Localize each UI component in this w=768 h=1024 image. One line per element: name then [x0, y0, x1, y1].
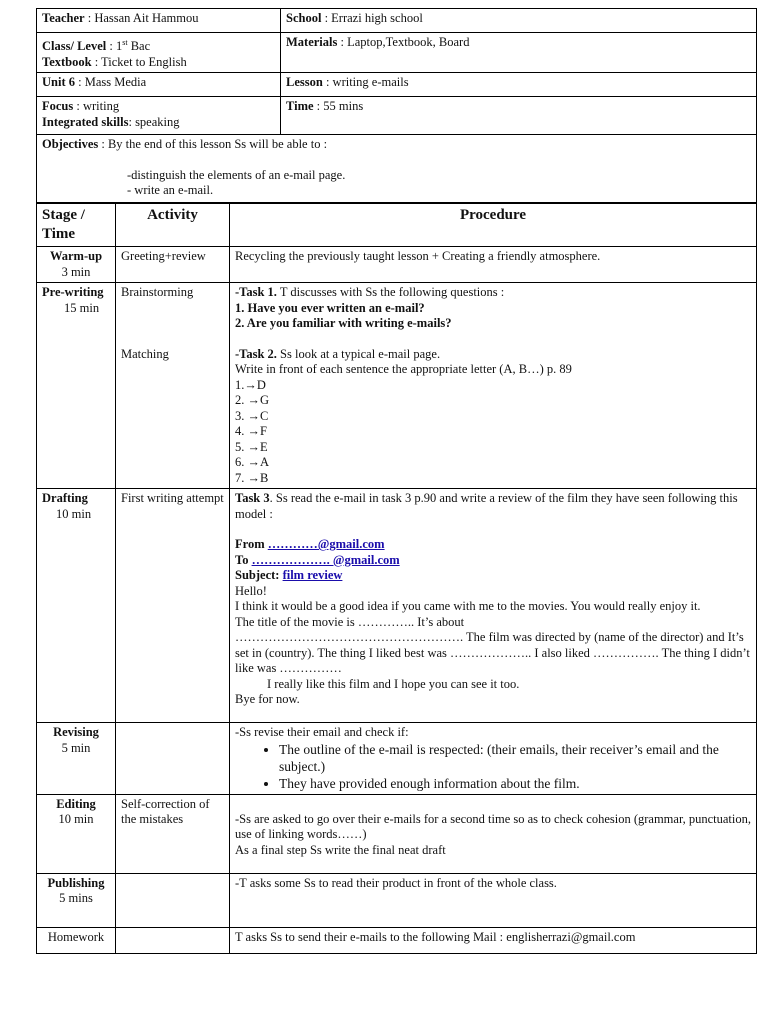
- answer-5: 5. →E: [235, 439, 268, 454]
- objective-1: -distinguish the elements of an e-mail page.: [127, 167, 346, 182]
- lesson-cell: Lesson : writing e-mails: [281, 73, 757, 97]
- column-stage: Stage / Time: [37, 204, 116, 247]
- from-email-link[interactable]: …………@gmail.com: [267, 537, 385, 552]
- drafting-activity: First writing attempt: [116, 489, 230, 723]
- warmup-procedure: Recycling the previously taught lesson + Creating a friendly atmosphere.: [230, 247, 757, 283]
- unit-cell: Unit 6 : Mass Media: [37, 73, 281, 97]
- answer-6: 6. →A: [235, 455, 270, 470]
- homework-procedure: T asks Ss to send their e-mails to the following Mail : englisherrazi@gmail.com: [230, 927, 757, 953]
- objective-2: - write an e-mail.: [127, 183, 214, 198]
- subject-link[interactable]: film review: [282, 568, 343, 583]
- answer-3: 3. →C: [235, 408, 269, 423]
- column-activity: Activity: [116, 204, 230, 247]
- answer-1: 1.→D: [235, 377, 266, 392]
- drafting-stage: Drafting 10 min: [37, 489, 116, 723]
- editing-activity: Self-correction of the mistakes: [116, 794, 230, 873]
- to-email-link[interactable]: ………………. @gmail.com: [251, 552, 400, 567]
- answer-2: 2. →G: [235, 393, 270, 408]
- warmup-stage: Warm-up 3 min: [37, 247, 116, 283]
- header-table: [36, 8, 757, 203]
- answer-4: 4. →F: [235, 424, 267, 439]
- procedure-table: [36, 203, 757, 954]
- revising-procedure: -Ss revise their email and check if: • The outline of the e-mail is respected: (their emails, their receiver’s email and the subject.) • They have provided enough information about the film.: [230, 723, 757, 795]
- school-cell: School : Errazi high school: [281, 9, 757, 33]
- prewriting-activity: Brainstorming Matching: [116, 283, 230, 489]
- checklist-item: • The outline of the e-mail is respected: (their emails, their receiver’s email and the subject.): [279, 741, 751, 775]
- editing-procedure: -Ss are asked to go over their e-mails for a second time so as to check cohesion (grammar, punctuation, use of linking words……) As a final step Ss write the final neat draft: [230, 794, 757, 873]
- focus-cell: Focus : writing Integrated skills: speaking: [37, 97, 281, 135]
- homework-activity: [116, 927, 230, 953]
- homework-stage: Homework: [37, 927, 116, 953]
- checklist-item: • They have provided enough information about the film.: [279, 775, 751, 792]
- time-cell: Time : 55 mins: [281, 97, 757, 135]
- prewriting-stage: Pre-writing 15 min: [37, 283, 116, 489]
- editing-stage: Editing 10 min: [37, 794, 116, 873]
- objectives-cell: Objectives : By the end of this lesson Ss will be able to : -distinguish the elements of an e-mail page. - write an e-mail.: [37, 135, 757, 203]
- revising-stage: Revising 5 min: [37, 723, 116, 795]
- answer-7: 7. →B: [235, 470, 269, 485]
- warmup-activity: Greeting+review: [116, 247, 230, 283]
- revising-activity: [116, 723, 230, 795]
- publishing-stage: Publishing 5 mins: [37, 873, 116, 927]
- prewriting-procedure: -Task 1. T discusses with Ss the following questions : 1. Have you ever written an e-mail? 2. Are you familiar with writing e-mails? -Task 2. Ss look at a typical e-mail page. Write in front of each sentence the appropriate letter (A, B…) p. 89 1.→D 2. →G 3. →C 4. →F 5. →E 6. →A 7. →B: [230, 283, 757, 489]
- materials-cell: Materials : Laptop,Textbook, Board: [281, 33, 757, 73]
- teacher-cell: Teacher : Hassan Ait Hammou: [37, 9, 281, 33]
- class-cell: Class/ Level : 1st Bac Textbook : Ticket to English: [37, 33, 281, 73]
- column-procedure: Procedure: [230, 204, 757, 247]
- revising-checklist: [235, 741, 751, 792]
- publishing-procedure: -T asks some Ss to read their product in front of the whole class.: [230, 873, 757, 927]
- lesson-plan: [36, 8, 756, 954]
- drafting-procedure: Task 3. Ss read the e-mail in task 3 p.90 and write a review of the film they have seen following this model : From …………@gmail.com To ………………. @gmail.com Subject: film review Hello! I think it would be a good idea if you came with me to the movies. You would really enjoy it. The title of the movie is ………….. It’s about ………………………………………………. The film was directed by (name of the director) and It’s set in (country). The thing I liked best was ……………….. I also liked ……………. The thing I didn’t like was …………… I really like this film and I hope you can see it too. Bye for now.: [230, 489, 757, 723]
- publishing-activity: [116, 873, 230, 927]
